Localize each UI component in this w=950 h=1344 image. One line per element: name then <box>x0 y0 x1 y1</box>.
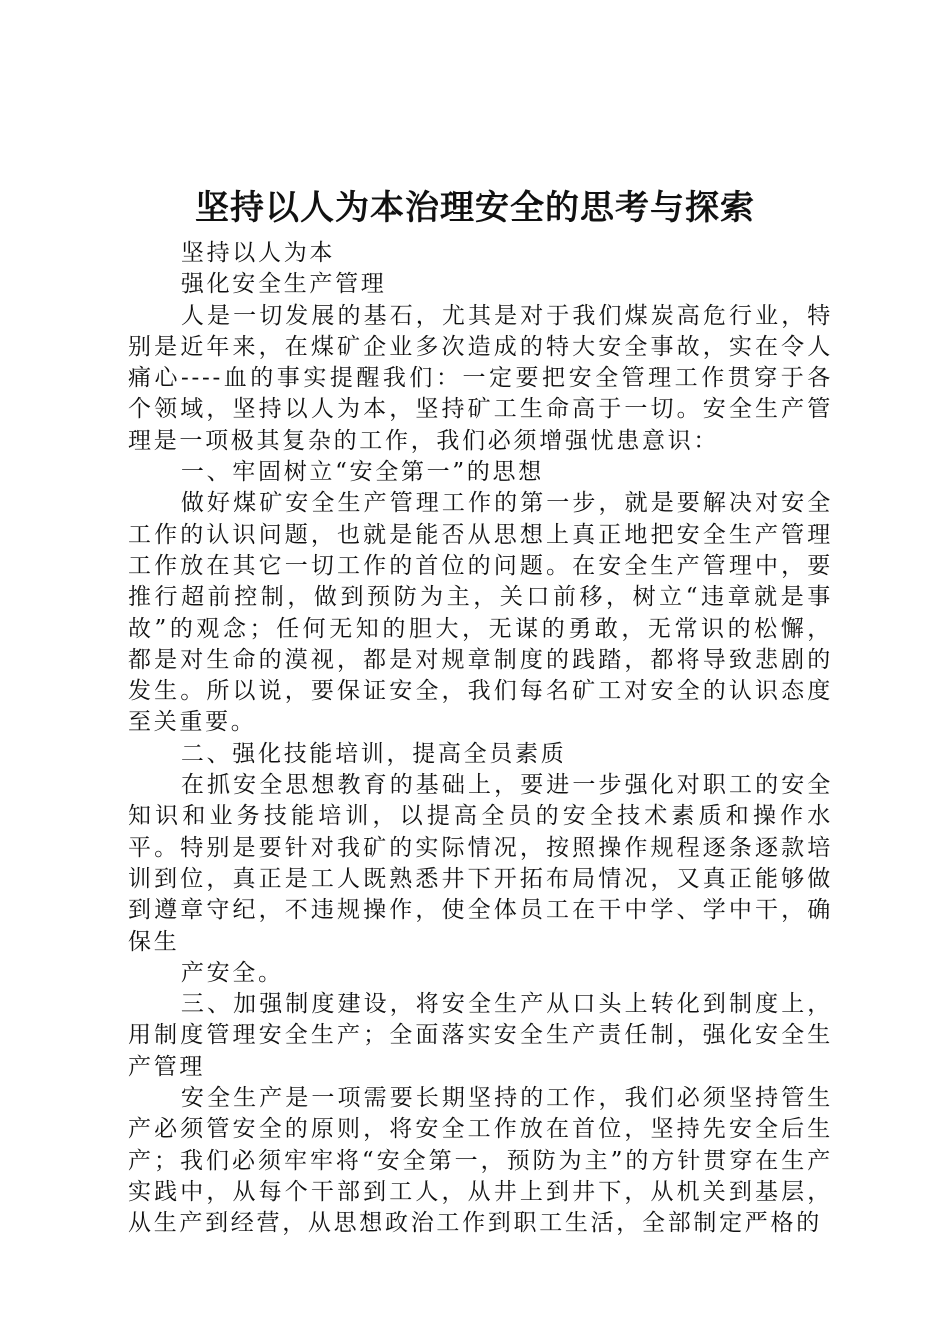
section-heading-2: 二、强化技能培训，提高全员素质 <box>180 740 567 767</box>
body-paragraph-section-1: 做好煤矿安全生产管理工作的第一步，就是要解决对安全工作的认识问题，也就是能否从思想上真正地把安全生产管理工作放在其它一切工作的首位的问题。在安全生产管理中，要推行超前控制，做到预防为主，关口前移，树立“违章就是事故”的观念；任何无知的胆大，无谋的勇敢，无常识的松懈，都是对生命的漠视，都是对规章制度的践踏，都将导致悲剧的发生。所以说，要保证安全，我们每名矿工对安全的认识态度至关重要。 <box>128 490 833 736</box>
section-heading-3: 三、加强制度建设，将安全生产从口头上转化到制度上，用制度管理安全生产；全面落实安全生产责任制，强化安全生产管理 <box>128 991 833 1080</box>
body-paragraph-continuation: 产安全。 <box>180 959 284 986</box>
body-paragraph-section-2: 在抓安全思想教育的基础上，要进一步强化对职工的安全知识和业务技能培训，以提高全员的安全技术素质和操作水平。特别是要针对我矿的实际情况，按照操作规程逐条逐款培训到位，真正是工人既熟悉井下开拓布局情况，又真正能够做到遵章守纪，不违规操作，使全体员工在干中学、学中干，确保生 <box>128 772 833 955</box>
section-heading-1: 一、牢固树立“安全第一”的思想 <box>180 459 544 486</box>
body-paragraph-intro: 人是一切发展的基石，尤其是对于我们煤炭高危行业，特别是近年来，在煤矿企业多次造成的特大安全事故，实在令人痛心----血的事实提醒我们：一定要把安全管理工作贯穿于各个领域，坚持以人为本，坚持矿工生命高于一切。安全生产管理是一项极其复杂的工作，我们必须增强忧患意识： <box>128 302 833 454</box>
subtitle-line-2: 强化安全生产管理 <box>180 271 387 298</box>
body-paragraph-section-3: 安全生产是一项需要长期坚持的工作，我们必须坚持管生产必须管安全的原则，将安全工作放在首位，坚持先安全后生产；我们必须牢牢将“安全第一，预防为主”的方针贯穿在生产实践中，从每个干部到工人，从井上到井下，从机关到基层，从生产到经营，从思想政治工作到职工生活，全部制定严格的 <box>128 1085 833 1237</box>
subtitle-line-1: 坚持以人为本 <box>180 240 336 266</box>
document-title: 坚持以人为本治理安全的思考与探索 <box>195 188 755 228</box>
document-body <box>128 238 833 1240</box>
